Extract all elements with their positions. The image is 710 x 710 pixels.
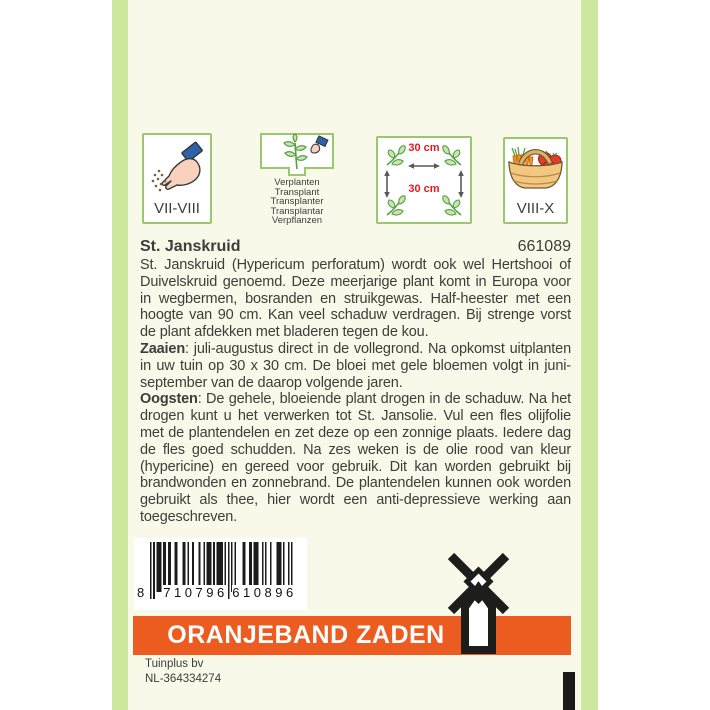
- sowing-hand-icon: [147, 141, 209, 199]
- product-title: St. Janskruid: [140, 238, 241, 255]
- harvest-paragraph: [140, 391, 571, 525]
- sowing-heading: Zaaien: [140, 340, 186, 357]
- intro-text: St. Janskruid (Hypericum perforatum) wordt ook wel Hertshooi of Duivelskruid genoemd. Deze meerjarige plant komt in Europa voor in wegbermen, bosranden en struikgewas. Half-heester met een hoogte van 90 cm. Kan veel schaduw verdragen. Bij strenge vorst de plant afdekken met bladeren tegen de kou.: [140, 257, 571, 341]
- sowing-period-box: [142, 133, 212, 224]
- spacing-box: [376, 136, 472, 224]
- brand-name: ORANJEBAND ZADEN: [167, 621, 445, 649]
- barcode: [134, 538, 307, 610]
- transplant-word: Transplant: [274, 186, 320, 198]
- harvest-text: : De gehele, bloeiende plant drogen in de schaduw. Na het drogen kunt u het verwerken tot St. Jansolie. Vul een fles olijfolie met de plantendelen en zet deze op een zonnige plaats. Iedere dag de fles goed schudden. Na zes weken is de olie rood van kleur (hypericine) en gereed voor gebruik. Dit kan worden gebruikt bij brandwonden en zonnebrand. De plantendelen kunnen ook worden gebruikt als thee, hier wordt een anti-depressieve werking aan toegeschreven.: [140, 391, 571, 525]
- barcode-digit-left: 8: [137, 585, 145, 600]
- registration-number: NL-364334274: [145, 673, 222, 685]
- packet-left-edge: [112, 0, 128, 710]
- intro-paragraph: [140, 257, 571, 341]
- transplant-word-list: [260, 178, 334, 226]
- barcode-digits-group2: 610896: [232, 585, 297, 600]
- harvest-basket-icon: [505, 143, 566, 195]
- barcode-digits-group1: 710796: [163, 585, 228, 600]
- description-text: [140, 257, 571, 526]
- seed-packet-back: [112, 0, 598, 710]
- transplant-word: Transplantar: [270, 205, 324, 217]
- sowing-text: : juli-augustus direct in de vollegrond. Na opkomst uitplanten in uw tuin op 30 x 30 cm. De bloei met gele bloemen volgt in juni-september van de daarop volgende jaren.: [140, 340, 571, 391]
- sowing-period-label: VII-VIII: [154, 200, 200, 217]
- harvest-period-label: VIII-X: [516, 200, 555, 217]
- sowing-paragraph: [140, 341, 571, 391]
- print-mark: [563, 672, 575, 710]
- transplant-word: Verplanten: [274, 177, 320, 188]
- company-name: Tuinplus bv: [145, 658, 204, 670]
- row-spacing-label: 30 cm: [408, 142, 440, 154]
- article-number: 661089: [517, 238, 571, 255]
- packet-right-edge: [581, 0, 598, 710]
- transplant-icon: [260, 133, 334, 177]
- transplant-word: Transplanter: [270, 196, 324, 208]
- harvest-heading: Oogsten: [140, 391, 198, 408]
- plant-spacing-label: 30 cm: [408, 183, 440, 195]
- windmill-logo: [440, 551, 517, 655]
- harvest-period-box: [503, 137, 568, 224]
- title-row: [140, 238, 571, 256]
- transplant-box: [260, 133, 334, 225]
- transplant-word: Verpflanzen: [271, 215, 323, 227]
